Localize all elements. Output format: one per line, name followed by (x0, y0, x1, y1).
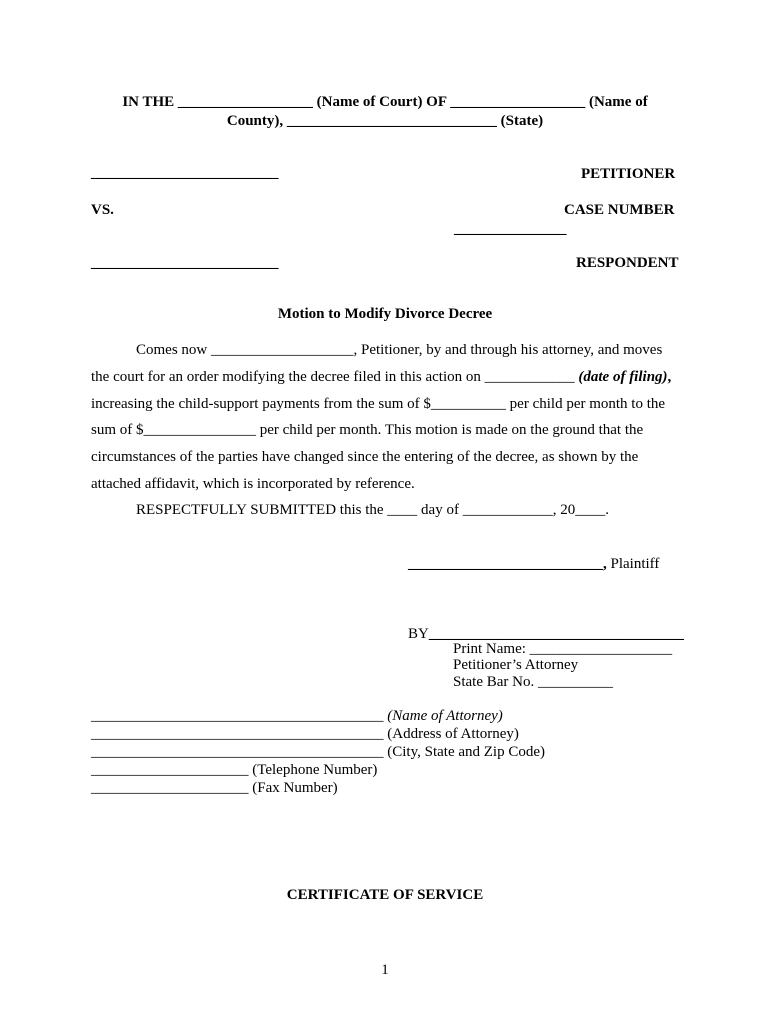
attorney-telephone-line: _____________________ (Telephone Number) (91, 762, 378, 778)
court-caption-line1: IN THE __________________ (Name of Court) OF __________________ (Name of (122, 94, 648, 110)
attorney-role-line: Petitioner’s Attorney (453, 657, 579, 673)
vs-label: VS. (91, 202, 114, 218)
plaintiff-signature-line (408, 556, 659, 573)
by-prefix: BY (408, 626, 429, 642)
attorney-city-line: _______________________________________ (City, State and Zip Code) (91, 744, 545, 760)
by-signature-blank: __________________________________ (428, 626, 684, 642)
certificate-of-service-heading: CERTIFICATE OF SERVICE (286, 887, 484, 903)
case-number-label: CASE NUMBER (564, 202, 675, 218)
body-line-2-comma: , (667, 369, 672, 385)
case-number-blank: _______________ (454, 221, 567, 237)
body-line-3: increasing the child-support payments from the sum of $__________ per child per month to the (91, 396, 666, 412)
attorney-name-label: (Name of Attorney) (387, 708, 503, 724)
print-name-line: Print Name: ___________________ (453, 641, 673, 657)
date-of-filing-label: (date of filing) (578, 369, 668, 385)
attorney-name-blank: _______________________________________ (91, 708, 388, 724)
document-title: Motion to Modify Divorce Decree (277, 306, 493, 322)
respondent-name-blank: _________________________ (91, 255, 279, 271)
court-caption-line2: County), ____________________________ (State) (226, 113, 544, 129)
state-bar-line: State Bar No. __________ (453, 674, 613, 690)
page-number: 1 (381, 962, 389, 978)
petitioner-name-blank: _________________________ (91, 165, 279, 181)
body-line-5: circumstances of the parties have changed since the entering of the decree, as shown by the (91, 449, 639, 465)
attorney-name-line (91, 708, 503, 725)
respondent-label: RESPONDENT (576, 255, 679, 271)
body-line-6: attached affidavit, which is incorporated by reference. (91, 476, 415, 492)
attorney-fax-line: _____________________ (Fax Number) (91, 780, 338, 796)
body-line-2-text: the court for an order modifying the decree filed in this action on ____________ (91, 369, 579, 385)
body-line-4: sum of $_______________ per child per month. This motion is made on the ground that the (91, 422, 644, 438)
body-line-1: Comes now ___________________, Petitioner, by and through his attorney, and moves (136, 342, 663, 358)
attorney-address-line: _______________________________________ (Address of Attorney) (91, 726, 519, 742)
plaintiff-signature-blank: __________________________, (408, 556, 607, 572)
plaintiff-label: Plaintiff (606, 556, 660, 572)
petitioner-label: PETITIONER (581, 166, 676, 182)
respectfully-submitted-line: RESPECTFULLY SUBMITTED this the ____ day of ____________, 20____. (136, 502, 609, 518)
body-line-2 (91, 369, 671, 386)
